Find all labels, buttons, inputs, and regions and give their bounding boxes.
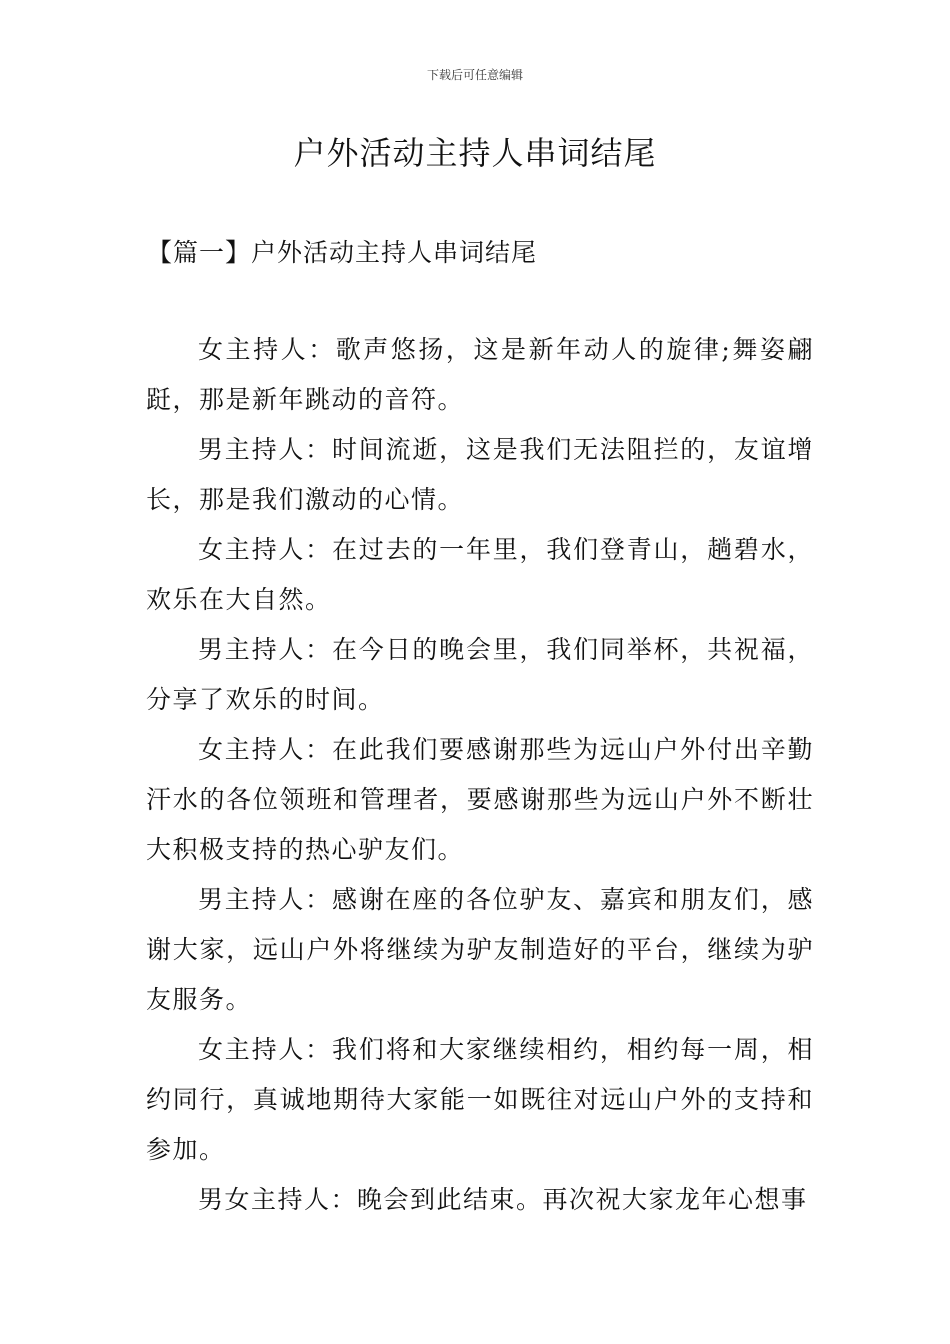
paragraph: 女主持人：在过去的一年里，我们登青山，趟碧水，欢乐在大自然。 <box>146 535 814 614</box>
paragraph: 男女主持人：晚会到此结束。再次祝大家龙年心想事 <box>198 1185 808 1214</box>
header-note: 下载后可任意编辑 <box>426 68 523 82</box>
section-heading: 【篇一】户外活动主持人串词结尾 <box>147 238 538 267</box>
paragraph: 男主持人：在今日的晚会里，我们同举杯，共祝福，分享了欢乐的时间。 <box>146 635 814 714</box>
paragraph: 男主持人：时间流逝，这是我们无法阻拦的，友谊增长，那是我们激动的心情。 <box>146 435 814 514</box>
paragraph: 男主持人：感谢在座的各位驴友、嘉宾和朋友们，感谢大家，远山户外将继续为驴友制造好的平台，继续为驴友服务。 <box>146 885 814 1014</box>
paragraph: 女主持人：歌声悠扬，这是新年动人的旋律;舞姿翩跹，那是新年跳动的音符。 <box>146 335 814 414</box>
paragraph: 女主持人：我们将和大家继续相约，相约每一周，相约同行，真诚地期待大家能一如既往对远山户外的支持和参加。 <box>146 1035 814 1164</box>
paragraph: 女主持人：在此我们要感谢那些为远山户外付出辛勤汗水的各位领班和管理者，要感谢那些为远山户外不断壮大积极支持的热心驴友们。 <box>146 735 814 864</box>
page-title: 户外活动主持人串词结尾 <box>293 134 657 172</box>
body-text <box>146 325 814 1225</box>
